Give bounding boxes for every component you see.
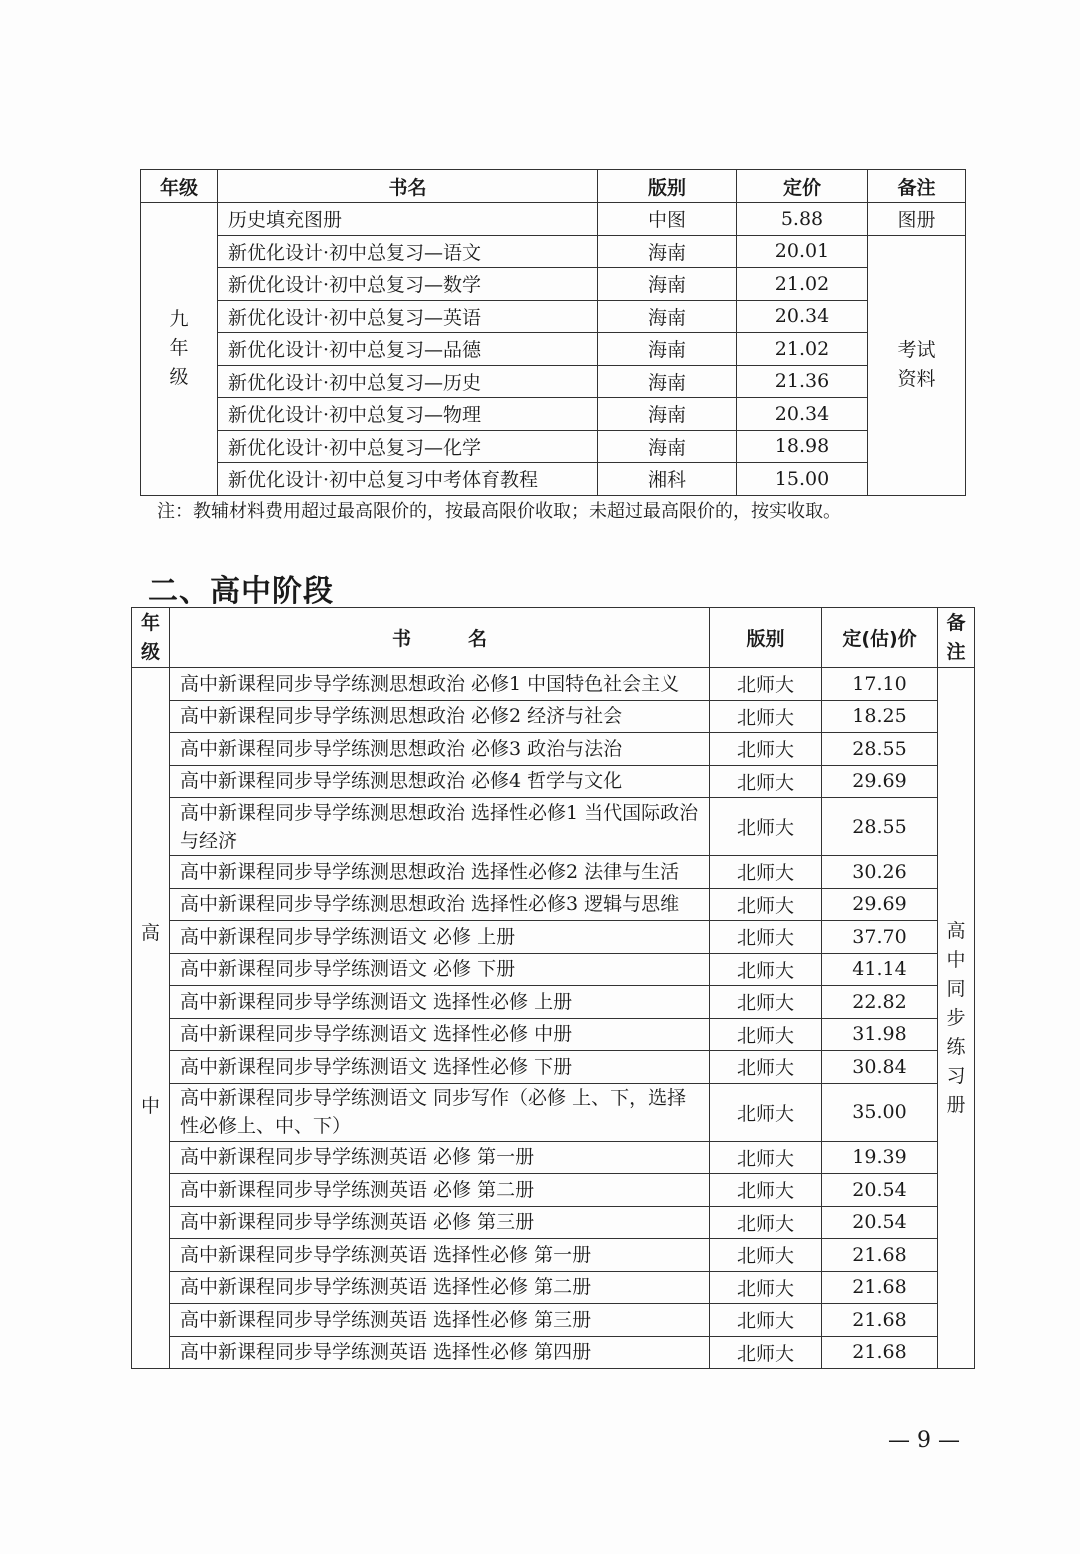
- grade-char: 九: [169, 308, 189, 331]
- header-remark-char: 注: [946, 640, 966, 663]
- header-remark-char: 备: [946, 611, 966, 634]
- table-row: [132, 888, 975, 921]
- pricing-note: 注：教辅材料费用超过最高限价的，按最高限价收取；未超过最高限价的，按实收取。: [157, 501, 841, 522]
- price: 15.00: [737, 463, 868, 496]
- header-price: 定(估)价: [822, 608, 938, 668]
- table-row: [132, 1271, 975, 1304]
- publisher: 北师大: [710, 1018, 822, 1051]
- book-name: 高中新课程同步导学练测思想政治 必修2 经济与社会: [170, 700, 710, 733]
- publisher: 北师大: [710, 700, 822, 733]
- price: 30.84: [822, 1051, 938, 1084]
- book-name: 新优化设计·初中总复习中考体育教程: [218, 463, 598, 496]
- book-name: 历史填充图册: [218, 203, 598, 236]
- price: 20.34: [737, 398, 868, 431]
- price: 41.14: [822, 953, 938, 986]
- publisher: 海南: [598, 333, 737, 366]
- publisher: 北师大: [710, 798, 822, 856]
- publisher: 海南: [598, 268, 737, 301]
- header-price: 定价: [737, 170, 868, 203]
- price: 21.02: [737, 333, 868, 366]
- table-row: [132, 921, 975, 954]
- header-publisher: 版别: [710, 608, 822, 668]
- publisher: 海南: [598, 398, 737, 431]
- publisher: 北师大: [710, 1174, 822, 1207]
- header-remark: [938, 608, 975, 668]
- publisher: 中图: [598, 203, 737, 236]
- price: 21.68: [822, 1336, 938, 1369]
- publisher: 海南: [598, 300, 737, 333]
- book-name: 新优化设计·初中总复习—数学: [218, 268, 598, 301]
- price: 19.39: [822, 1141, 938, 1174]
- book-name: 高中新课程同步导学练测英语 必修 第三册: [170, 1206, 710, 1239]
- book-name: 高中新课程同步导学练测语文 同步写作（必修 上、下，选择性必修上、中、下）: [170, 1083, 710, 1141]
- price: 21.68: [822, 1304, 938, 1337]
- grade-cell-grade9: [141, 203, 218, 496]
- header-grade: [132, 608, 170, 668]
- table-row: [141, 268, 966, 301]
- publisher: 北师大: [710, 1336, 822, 1369]
- table-header-row: [132, 608, 975, 668]
- remark-exam-material: [868, 235, 966, 495]
- table-row: [141, 463, 966, 496]
- price: 21.68: [822, 1239, 938, 1272]
- publisher: 海南: [598, 430, 737, 463]
- publisher: 北师大: [710, 733, 822, 766]
- remark-char: 同: [946, 977, 966, 1000]
- book-name: 高中新课程同步导学练测语文 必修 下册: [170, 953, 710, 986]
- table-row: [132, 856, 975, 889]
- header-grade-char: 年: [140, 611, 160, 634]
- table-row: [141, 430, 966, 463]
- book-name: 高中新课程同步导学练测英语 选择性必修 第四册: [170, 1336, 710, 1369]
- table-row: [132, 1336, 975, 1369]
- table-row: [132, 1083, 975, 1141]
- price: 20.34: [737, 300, 868, 333]
- remark-line: 考试: [897, 339, 936, 361]
- price: 28.55: [822, 733, 938, 766]
- publisher: 北师大: [710, 856, 822, 889]
- book-name: 高中新课程同步导学练测思想政治 必修4 哲学与文化: [170, 765, 710, 798]
- publisher: 海南: [598, 235, 737, 268]
- senior-high-table: [131, 607, 975, 1369]
- remark-atlas: 图册: [868, 203, 966, 236]
- price: 17.10: [822, 668, 938, 701]
- publisher: 北师大: [710, 668, 822, 701]
- book-name: 高中新课程同步导学练测英语 选择性必修 第二册: [170, 1271, 710, 1304]
- publisher: 北师大: [710, 1271, 822, 1304]
- table-row: [132, 765, 975, 798]
- book-name: 高中新课程同步导学练测思想政治 必修1 中国特色社会主义: [170, 668, 710, 701]
- price: 20.01: [737, 235, 868, 268]
- remark-senior-sync-workbook: [938, 668, 975, 1369]
- grade-cell-senior-high: [132, 668, 170, 1369]
- table-row: [132, 1018, 975, 1051]
- book-name: 新优化设计·初中总复习—历史: [218, 365, 598, 398]
- price: 29.69: [822, 765, 938, 798]
- publisher: 湘科: [598, 463, 737, 496]
- publisher: 北师大: [710, 921, 822, 954]
- price: 20.54: [822, 1174, 938, 1207]
- publisher: 北师大: [710, 986, 822, 1019]
- book-name: 新优化设计·初中总复习—语文: [218, 235, 598, 268]
- price: 5.88: [737, 203, 868, 236]
- publisher: 北师大: [710, 1051, 822, 1084]
- table-row: [132, 1174, 975, 1207]
- remark-char: 练: [946, 1035, 966, 1058]
- book-name: 新优化设计·初中总复习—英语: [218, 300, 598, 333]
- grade-char: 级: [169, 366, 189, 389]
- price: 18.25: [822, 700, 938, 733]
- publisher: 北师大: [710, 765, 822, 798]
- table-row: [141, 203, 966, 236]
- page-number: — 9 —: [888, 1428, 960, 1453]
- price: 30.26: [822, 856, 938, 889]
- table-row: [141, 333, 966, 366]
- table-row: [132, 1141, 975, 1174]
- senior-high-table-body: [132, 668, 975, 1369]
- book-name: 高中新课程同步导学练测英语 选择性必修 第三册: [170, 1304, 710, 1337]
- book-name: 高中新课程同步导学练测英语 选择性必修 第一册: [170, 1239, 710, 1272]
- publisher: 北师大: [710, 888, 822, 921]
- publisher: 北师大: [710, 1304, 822, 1337]
- publisher: 北师大: [710, 1141, 822, 1174]
- remark-char: 步: [946, 1006, 966, 1029]
- price: 22.82: [822, 986, 938, 1019]
- price: 37.70: [822, 921, 938, 954]
- book-name: 高中新课程同步导学练测英语 必修 第一册: [170, 1141, 710, 1174]
- header-book-name: 书 名: [170, 608, 710, 668]
- table-row: [132, 953, 975, 986]
- book-name: 高中新课程同步导学练测语文 选择性必修 下册: [170, 1051, 710, 1084]
- table-row: [132, 1304, 975, 1337]
- table-row: [141, 365, 966, 398]
- publisher: 北师大: [710, 953, 822, 986]
- table-row: [132, 1051, 975, 1084]
- header-grade: 年级: [141, 170, 218, 203]
- price: 21.02: [737, 268, 868, 301]
- table-row: [132, 1239, 975, 1272]
- book-name: 高中新课程同步导学练测语文 必修 上册: [170, 921, 710, 954]
- grade-char: 年: [169, 337, 189, 360]
- publisher: 北师大: [710, 1083, 822, 1141]
- book-name: 新优化设计·初中总复习—物理: [218, 398, 598, 431]
- table-header-row: [141, 170, 966, 203]
- price: 31.98: [822, 1018, 938, 1051]
- table-row: [132, 733, 975, 766]
- price: 21.36: [737, 365, 868, 398]
- book-name: 新优化设计·初中总复习—化学: [218, 430, 598, 463]
- grade-char: 高: [140, 922, 160, 944]
- table-row: [132, 986, 975, 1019]
- header-remark: 备注: [868, 170, 966, 203]
- table-row: [141, 398, 966, 431]
- section-title-senior-high: 二、高中阶段: [148, 574, 334, 609]
- table-row: [132, 700, 975, 733]
- header-publisher: 版别: [598, 170, 737, 203]
- price: 21.68: [822, 1271, 938, 1304]
- remark-char: 高: [946, 919, 966, 942]
- remark-line: 资料: [897, 368, 936, 390]
- table-row: [141, 300, 966, 333]
- book-name: 新优化设计·初中总复习—品德: [218, 333, 598, 366]
- publisher: 北师大: [710, 1239, 822, 1272]
- price: 20.54: [822, 1206, 938, 1239]
- book-name: 高中新课程同步导学练测语文 选择性必修 中册: [170, 1018, 710, 1051]
- publisher: 海南: [598, 365, 737, 398]
- junior-high-grade9-table: [140, 169, 966, 496]
- price: 28.55: [822, 798, 938, 856]
- book-name: 高中新课程同步导学练测思想政治 选择性必修1 当代国际政治与经济: [170, 798, 710, 856]
- table-row: [141, 235, 966, 268]
- table-row: [132, 798, 975, 856]
- price: 35.00: [822, 1083, 938, 1141]
- remark-char: 册: [946, 1093, 966, 1116]
- book-name: 高中新课程同步导学练测英语 必修 第二册: [170, 1174, 710, 1207]
- remark-char: 中: [946, 948, 966, 971]
- remark-char: 习: [946, 1064, 966, 1087]
- header-grade-char: 级: [140, 640, 160, 663]
- book-name: 高中新课程同步导学练测思想政治 选择性必修2 法律与生活: [170, 856, 710, 889]
- book-name: 高中新课程同步导学练测思想政治 必修3 政治与法治: [170, 733, 710, 766]
- publisher: 北师大: [710, 1206, 822, 1239]
- table-row: [132, 1206, 975, 1239]
- price: 18.98: [737, 430, 868, 463]
- grade-char: 中: [140, 1095, 160, 1117]
- book-name: 高中新课程同步导学练测语文 选择性必修 上册: [170, 986, 710, 1019]
- header-book-name: 书名: [218, 170, 598, 203]
- book-name: 高中新课程同步导学练测思想政治 选择性必修3 逻辑与思维: [170, 888, 710, 921]
- table-row: [132, 668, 975, 701]
- price: 29.69: [822, 888, 938, 921]
